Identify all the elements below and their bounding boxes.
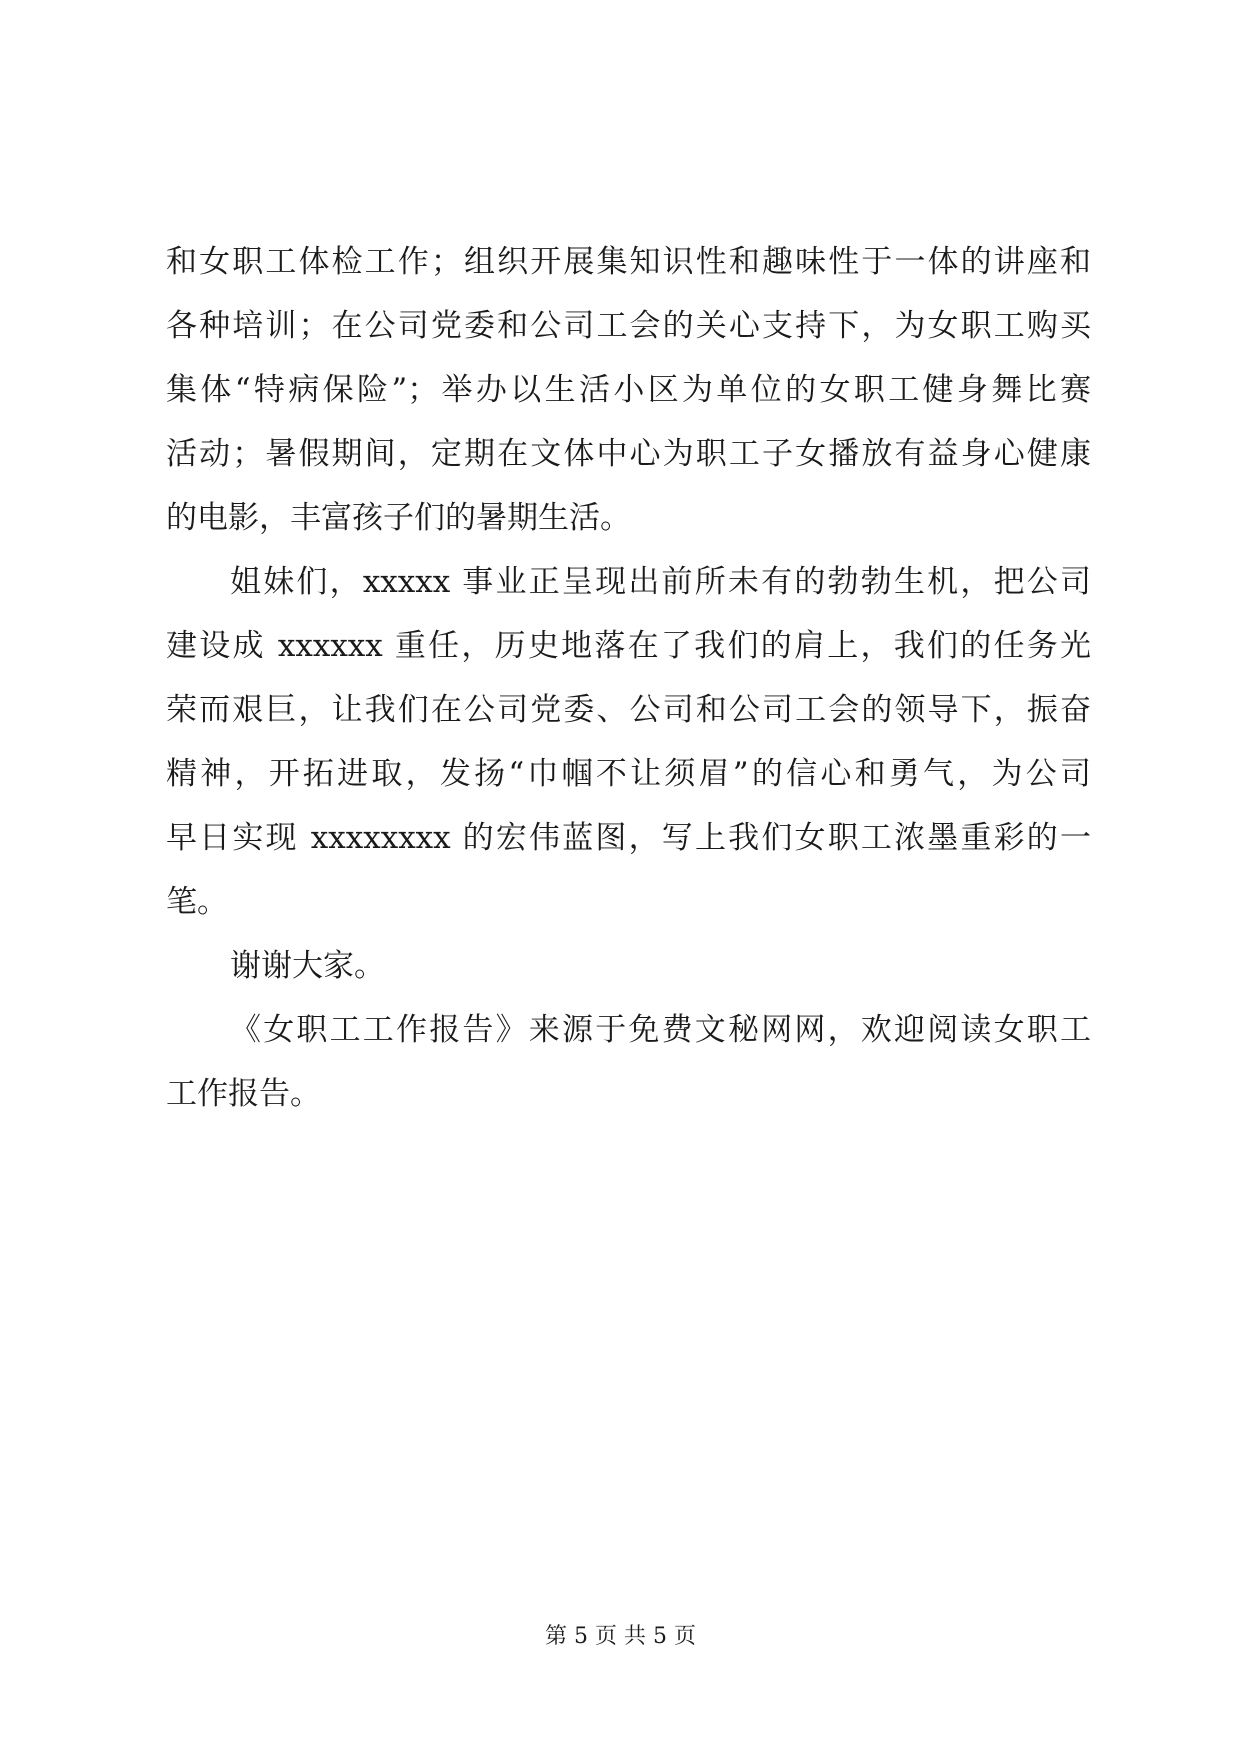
text-line: 精神，开拓进取，发扬“巾帼不让须眉”的信心和勇气，为公司 — [166, 756, 1091, 792]
text-line: 集体“特病保险”；举办以生活小区为单位的女职工健身舞比赛 — [166, 372, 1091, 408]
paragraph-4 — [166, 998, 1091, 1126]
text-line: 早日实现 xxxxxxxx 的宏伟蓝图，写上我们女职工浓墨重彩的一 — [166, 820, 1091, 856]
text-line: 各种培训；在公司党委和公司工会的关心支持下，为女职工购买 — [166, 308, 1091, 344]
text-line: 《女职工工作报告》来源于免费文秘网网，欢迎阅读女职工 — [230, 1012, 1091, 1048]
text-line: 笔。 — [166, 884, 228, 920]
text-line: 建设成 xxxxxx 重任，历史地落在了我们的肩上，我们的任务光 — [166, 628, 1091, 664]
text-line: 和女职工体检工作；组织开展集知识性和趣味性于一体的讲座和 — [166, 244, 1091, 280]
text-line: 工作报告。 — [166, 1076, 321, 1112]
text-line: 姐妹们，xxxxx 事业正呈现出前所未有的勃勃生机，把公司 — [230, 564, 1091, 600]
paragraph-1 — [166, 230, 1091, 550]
text-line: 活动；暑假期间，定期在文体中心为职工子女播放有益身心健康 — [166, 436, 1091, 472]
text-line: 谢谢大家。 — [230, 948, 385, 984]
page-number-footer: 第 5 页 共 5 页 — [545, 1624, 696, 1649]
paragraph-2 — [166, 550, 1091, 934]
paragraph-3 — [166, 934, 1091, 998]
text-line: 的电影，丰富孩子们的暑期生活。 — [166, 500, 631, 536]
document-body — [166, 230, 1091, 1126]
text-line: 荣而艰巨，让我们在公司党委、公司和公司工会的领导下，振奋 — [166, 692, 1091, 728]
